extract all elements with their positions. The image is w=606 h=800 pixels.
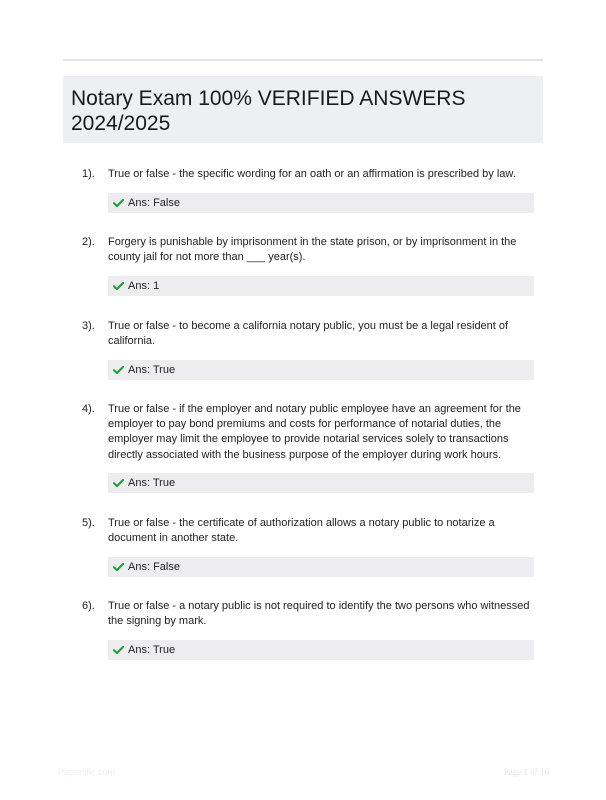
top-divider	[63, 59, 543, 61]
answer-text: Ans: True	[128, 644, 176, 656]
question-text: True or false - a notary public is not required to identify the two persons who witnessed the signing by mark.	[108, 600, 530, 628]
answer-box	[108, 193, 534, 213]
answer-box	[108, 640, 534, 660]
answer-text: Ans: False	[128, 197, 180, 209]
question-text: True or false - to become a california notary public, you must be a legal resident of california.	[108, 320, 509, 348]
answer-box	[108, 473, 534, 493]
document-title-line1: Notary Exam 100% VERIFIED ANSWERS	[71, 87, 466, 110]
question-text: True or false - the certificate of authorization allows a notary public to notarize a document in another state.	[108, 517, 495, 545]
question-number: 4).	[82, 403, 95, 415]
footer-watermark: Papertific.com	[58, 767, 116, 777]
answer-text: Ans: 1	[128, 280, 160, 292]
question-number: 6).	[82, 600, 95, 612]
answer-box	[108, 557, 534, 577]
document-title	[71, 86, 535, 136]
question-text: True or false - the specific wording for an oath or an affirmation is prescribed by law.	[108, 168, 516, 180]
question-text: True or false - if the employer and notary public employee have an agreement for the employer to pay bond premiums and costs for performance of notarial duties, the employer may limit the employee to provide notarial services solely to transactions directly associated with the business purpose of the employer during work hours.	[108, 403, 521, 461]
check-icon	[113, 478, 124, 488]
answer-box	[108, 360, 534, 380]
answer-text: Ans: True	[128, 364, 176, 376]
check-icon	[113, 562, 124, 572]
answer-text: Ans: True	[128, 477, 176, 489]
check-icon	[113, 281, 124, 291]
check-icon	[113, 365, 124, 375]
answer-text: Ans: False	[128, 561, 180, 573]
check-icon	[113, 198, 124, 208]
check-icon	[113, 645, 124, 655]
question-number: 2).	[82, 236, 95, 248]
answer-box	[108, 276, 534, 296]
document-title-line2: 2024/2025	[71, 112, 171, 135]
question-text: Forgery is punishable by imprisonment in the state prison, or by imprisonment in the county jail for not more than ___ year(s).	[108, 236, 517, 264]
title-banner	[63, 76, 543, 143]
question-number: 3).	[82, 320, 95, 332]
page-number: Page 1 of 16	[503, 767, 549, 777]
question-number: 5).	[82, 517, 95, 529]
question-number: 1).	[82, 168, 95, 180]
